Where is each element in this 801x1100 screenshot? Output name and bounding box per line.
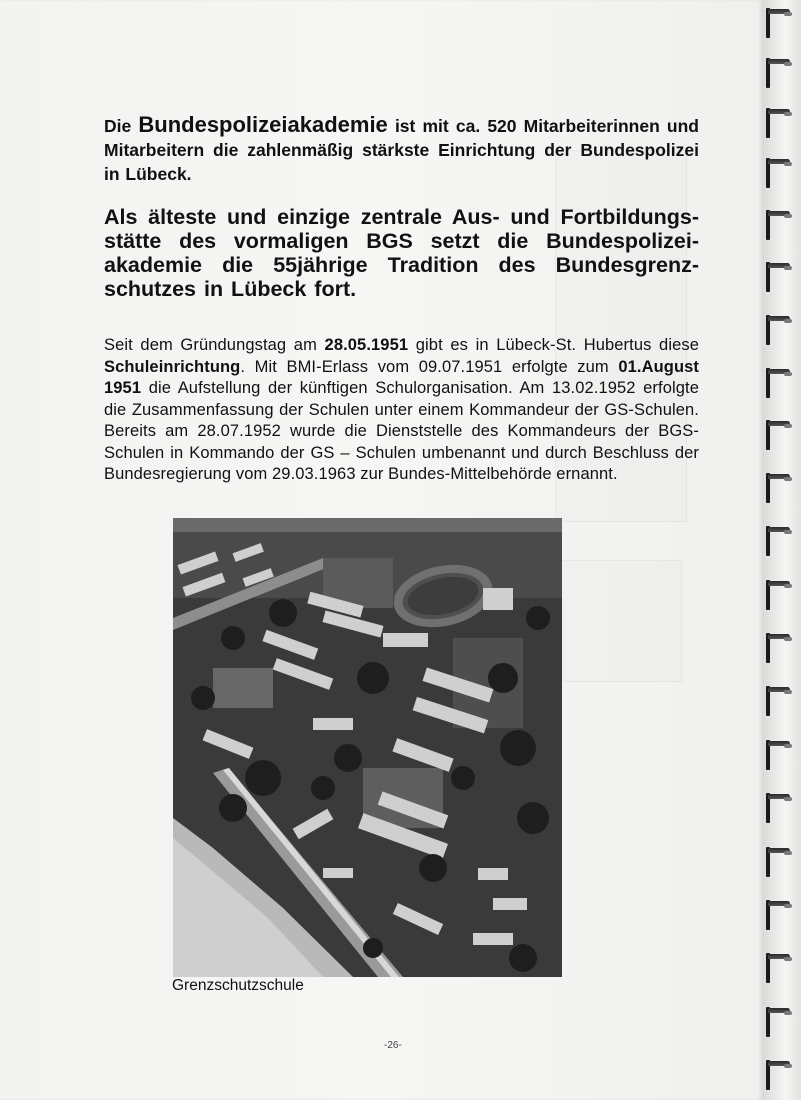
page-number: -26-	[384, 1040, 402, 1051]
history-text-2: gibt es in Lübeck-St. Hubertus diese	[415, 336, 699, 354]
binding-ring	[764, 900, 797, 930]
binding-ring	[764, 740, 797, 770]
binding-ring	[764, 108, 797, 138]
intro-rest: ist mit ca. 520 Mitarbeiterinnen und Mitarbeitern die zahlenmäßig stärkste Einrichtung der Bundespolizei in Lübeck.	[104, 116, 699, 184]
headline-paragraph: Als älteste und einzige zentrale Aus- und Fortbildungsstätte des vormaligen BGS setzt die Bundespolizeiakademie die 55jährige Tradition des Bundesgrenzschutzes in Lübeck fort.	[104, 205, 699, 301]
founding-date: 28.05.1951	[324, 336, 409, 354]
binding-ring	[764, 686, 797, 716]
spiral-binding	[762, 0, 801, 1100]
binding-ring	[764, 473, 797, 503]
binding-ring	[764, 953, 797, 983]
binding-ring	[764, 368, 797, 398]
intro-lead-in: Die	[104, 116, 132, 136]
binding-ring	[764, 580, 797, 610]
binding-ring	[764, 1007, 797, 1037]
history-text-4: die Aufstellung der künftigen Schulorganisation. Am 13.02.1952 erfolgte die Zusammenfassung der Schulen unter einem Kommandeur der GS-Schulen. Bereits am 28.07.1952 wurde die Dienststelle des Kommandeurs der BGS-Schulen in Kommando der GS – Schulen umbenannt und durch Beschluss der Bundesregierung vom 29.03.1963 zur Bundes-Mittelbehörde ernannt.	[104, 379, 699, 483]
photo-caption: Grenzschutzschule	[172, 977, 304, 994]
intro-paragraph	[104, 113, 699, 186]
binding-ring	[764, 633, 797, 663]
binding-ring	[764, 158, 797, 188]
binding-ring	[764, 210, 797, 240]
binding-ring	[764, 1060, 797, 1090]
binding-ring	[764, 847, 797, 877]
aerial-photo-graphic	[173, 518, 562, 977]
school-term: Schuleinrichtung	[104, 357, 241, 376]
aerial-photo	[173, 518, 562, 977]
binding-ring	[764, 420, 797, 450]
institution-name: Bundespolizeiakademie	[138, 112, 388, 137]
binding-ring	[764, 793, 797, 823]
history-text-1: Seit dem Gründungstag am	[104, 336, 317, 354]
history-text-3: . Mit BMI-Erlass vom 09.07.1951 erfolgte zum	[240, 357, 609, 376]
binding-ring	[764, 526, 797, 556]
binding-ring	[764, 8, 797, 38]
binding-ring	[764, 315, 797, 345]
binding-ring	[764, 58, 797, 88]
history-paragraph	[104, 335, 699, 486]
binding-ring	[764, 262, 797, 292]
show-through-block	[560, 560, 682, 682]
organisation-date: 01.August 1951	[104, 357, 699, 397]
